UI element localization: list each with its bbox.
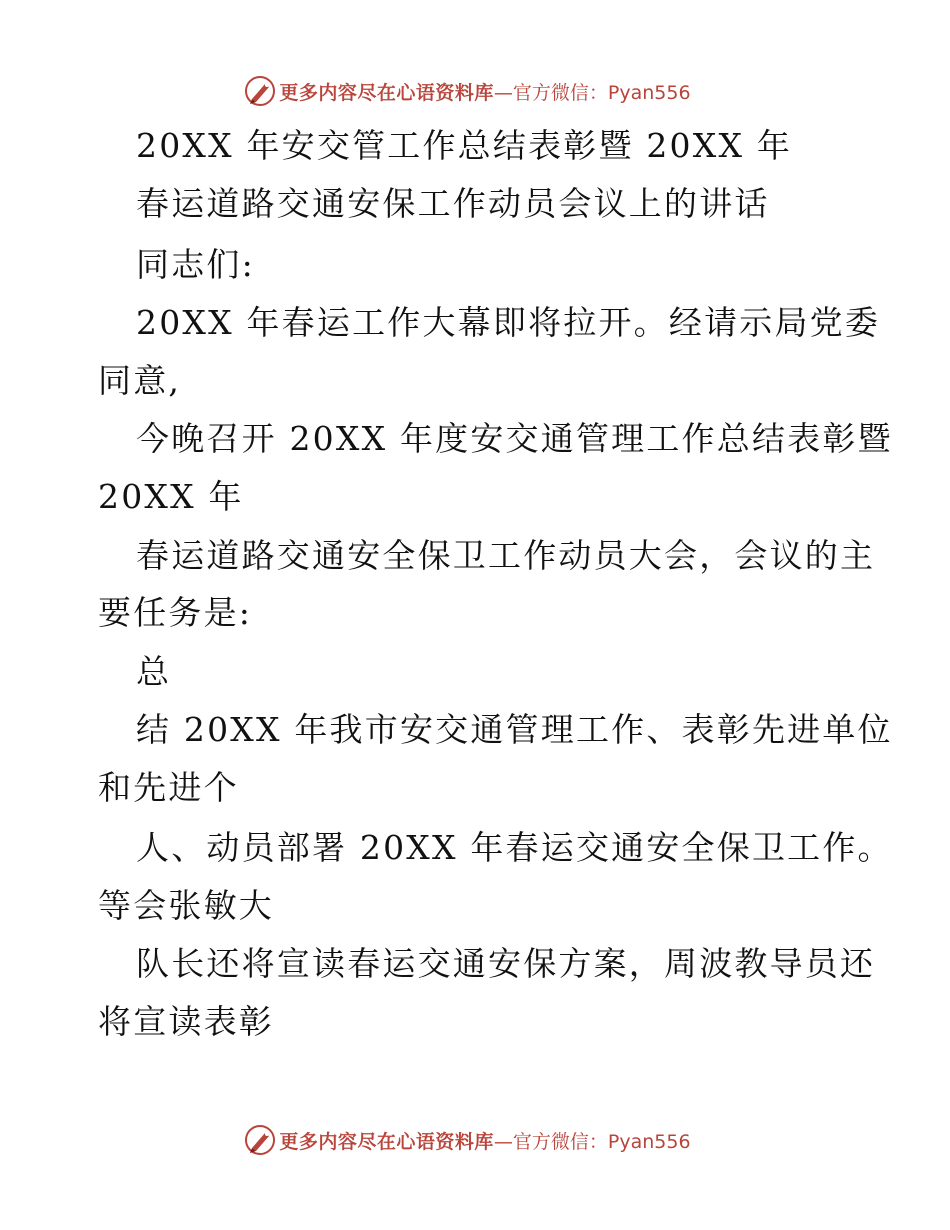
title-line-2: 春运道路交通安保工作动员会议上的讲话 xyxy=(136,184,770,223)
watermark-wechat: —官方微信：Pyan556 xyxy=(493,81,691,104)
paragraph-line: 队长还将宣读春运交通安保方案，周波教导员还 xyxy=(136,944,876,983)
paragraph-line: 和先进个 xyxy=(98,768,239,807)
footer-watermark xyxy=(0,1120,950,1160)
pen-logo-icon xyxy=(243,1123,277,1157)
paragraph-line: 要任务是: xyxy=(98,593,253,632)
watermark-wechat: —官方微信：Pyan556 xyxy=(493,1130,691,1153)
paragraph-line: 等会张敏大 xyxy=(98,886,274,925)
watermark-text: 更多内容尽在心语资料库 xyxy=(279,81,494,104)
paragraph-line: 20XX 年 xyxy=(98,477,244,516)
paragraph-line: 今晚召开 20XX 年度安交通管理工作总结表彰暨 xyxy=(136,419,893,458)
watermark-text: 更多内容尽在心语资料库 xyxy=(279,1130,494,1153)
paragraph-line: 将宣读表彰 xyxy=(98,1002,274,1041)
paragraph-line: 人、动员部署 20XX 年春运交通安全保卫工作。 xyxy=(136,828,893,867)
paragraph-line: 结 20XX 年我市安交通管理工作、表彰先进单位 xyxy=(136,710,893,749)
paragraph-line: 同意, xyxy=(98,361,182,400)
paragraph-line: 春运道路交通安全保卫工作动员大会，会议的主 xyxy=(136,536,876,575)
paragraph-line: 20XX 年春运工作大幕即将拉开。经请示局党委 xyxy=(136,303,881,342)
paragraph-line: 总 xyxy=(136,652,172,691)
salutation: 同志们: xyxy=(136,245,255,284)
title-line-1: 20XX 年安交管工作总结表彰暨 20XX 年 xyxy=(136,126,793,165)
